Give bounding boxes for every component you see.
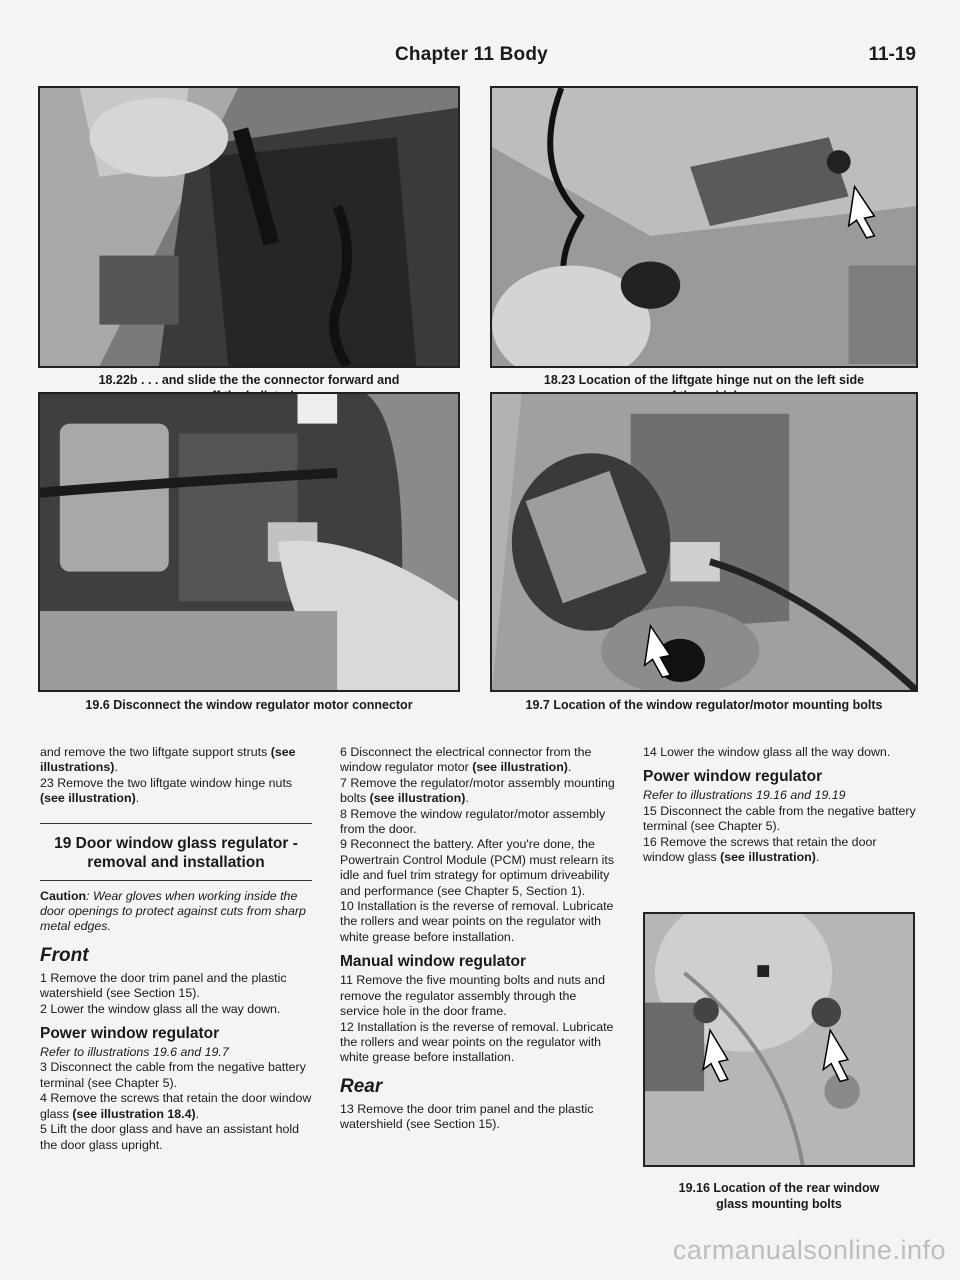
- paragraph: 23 Remove the two liftgate window hinge nuts (see illustration).: [40, 775, 293, 806]
- paragraph: 14 Lower the window glass all the way down.: [643, 745, 891, 759]
- heading-manual-window-regulator: Manual window regulator: [340, 953, 527, 971]
- caption-19-16: 19.16 Location of the rear window glass mounting bolts: [678, 1181, 880, 1211]
- text-column-2: [340, 745, 615, 1133]
- watermark: carmanualsonline.info: [672, 1235, 946, 1265]
- paragraph: 2 Lower the window glass all the way down.: [40, 1001, 281, 1016]
- paragraph: 13 Remove the door trim panel and the plastic watershield (see Section 15).: [340, 1101, 594, 1132]
- caption-18-23: 18.23 Location of the liftgate hinge nut on the left side: [543, 373, 865, 387]
- paragraph: 11 Remove the five mounting bolts and nuts and remove the regulator assembly through the service hole in the door frame.: [340, 973, 605, 1019]
- paragraph: 7 Remove the regulator/motor assembly mounting bolts (see illustration).: [340, 775, 615, 806]
- caption-19-7: 19.7 Location of the window regulator/motor mounting bolts: [525, 698, 883, 712]
- page-header: [0, 38, 960, 78]
- text-column-1: [40, 745, 312, 1153]
- paragraph: 16 Remove the screws that retain the door window glass (see illustration).: [643, 834, 877, 865]
- photo-18-23: [490, 86, 918, 368]
- photo-19-16: [643, 912, 915, 1167]
- paragraph: 1 Remove the door trim panel and the plastic watershield (see Section 15).: [40, 970, 287, 1001]
- paragraph: 5 Lift the door glass and have an assistant hold the door glass upright.: [40, 1122, 299, 1152]
- paragraph: 15 Disconnect the cable from the negative battery terminal (see Chapter 5).: [643, 803, 916, 834]
- illustration-reference: Refer to illustrations 19.6 and 19.7: [40, 1045, 229, 1060]
- text-column-3: [643, 745, 918, 865]
- heading-front: Front: [40, 944, 89, 966]
- paragraph: 10 Installation is the reverse of removal. Lubricate the rollers and wear points on the regulator with white grease before installation.: [340, 899, 614, 944]
- paragraph: 4 Remove the screws that retain the door window glass (see illustration 18.4).: [40, 1091, 312, 1121]
- paragraph: 8 Remove the window regulator/motor assembly from the door.: [340, 806, 606, 837]
- photo-18-22b: [38, 86, 460, 368]
- chapter-title: Chapter 11 Body: [395, 44, 548, 65]
- section-title: 19 Door window glass regulator - removal and installation: [40, 823, 312, 881]
- photo-19-7: [490, 392, 918, 692]
- heading-rear: Rear: [340, 1075, 383, 1097]
- photo-19-6: [38, 392, 460, 692]
- paragraph: and remove the two liftgate support struts (see illustrations).: [40, 745, 296, 775]
- illustration-reference: Refer to illustrations 19.16 and 19.19: [643, 788, 846, 803]
- paragraph: 12 Installation is the reverse of removal. Lubricate the rollers and wear points on the regulator with white grease before installation.: [340, 1019, 614, 1065]
- paragraph: 9 Reconnect the battery. After you're done, the Powertrain Control Module (PCM) must relearn its idle and fuel trim strategy for optimum driveability and performance (see Chapter 5, Section 1).: [340, 837, 615, 898]
- caution-note: Caution: Wear gloves when working inside the door openings to protect against cuts from sharp metal edges.: [40, 888, 306, 934]
- caption-18-22b: 18.22b . . . and slide the the connector forward and: [98, 373, 400, 387]
- heading-power-window-regulator: Power window regulator: [643, 768, 823, 786]
- paragraph: 6 Disconnect the electrical connector from the window regulator motor (see illustration).: [340, 745, 592, 775]
- caption-19-6: 19.6 Disconnect the window regulator motor connector: [85, 698, 413, 712]
- page-number: 11-19: [868, 44, 916, 65]
- heading-power-window-regulator: Power window regulator: [40, 1025, 220, 1043]
- paragraph: 3 Disconnect the cable from the negative battery terminal (see Chapter 5).: [40, 1060, 306, 1090]
